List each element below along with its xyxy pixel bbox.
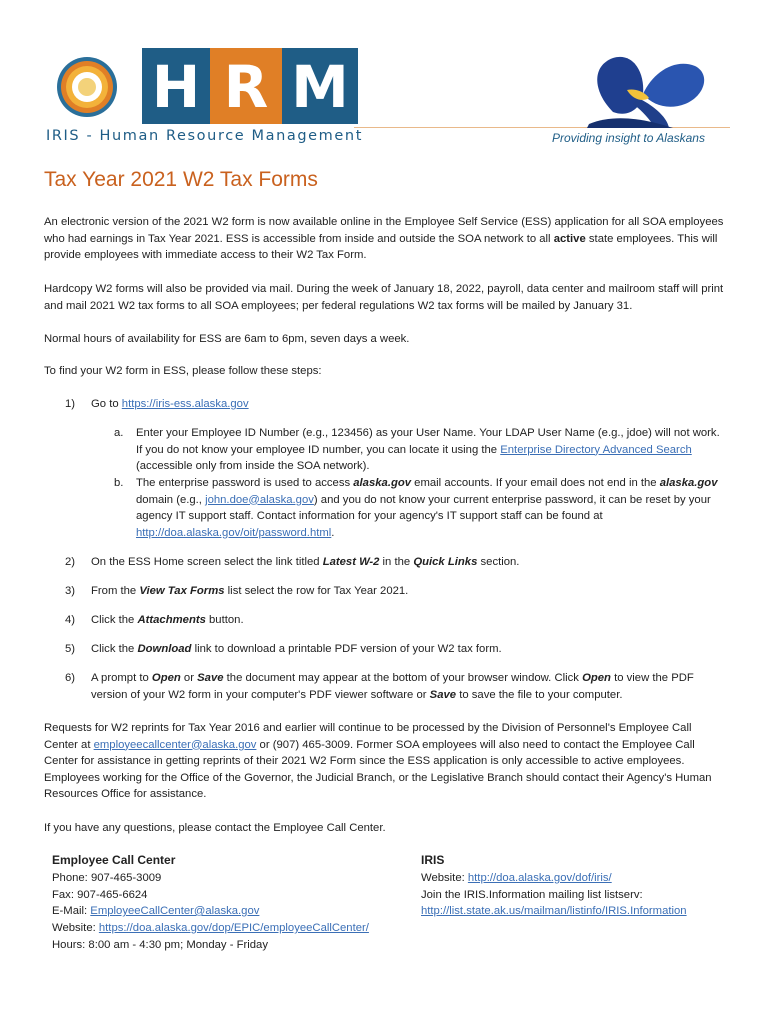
step-1b-text-4: ) and you do not know your current enterprise password, it can be reset by your agency IT support staff. Contact information for your agency's IT support staff can be found at xyxy=(136,493,711,522)
ecc-email-link[interactable]: EmployeeCallCenter@alaska.gov xyxy=(90,905,260,917)
questions-paragraph: If you have any questions, please contact the Employee Call Center. xyxy=(44,822,386,834)
intro-text-end: state employees. This will provide employees with immediate access to their W2 Tax Form. xyxy=(44,232,718,261)
ecc-email-label: E-Mail: xyxy=(52,905,91,917)
ecc-phone: Phone: 907-465-3009 xyxy=(52,872,162,884)
step-1b-text-3: domain (e.g., xyxy=(136,493,206,506)
enterprise-directory-link[interactable]: Enterprise Directory Advanced Search xyxy=(500,443,692,456)
step-1a-text: Enter your Employee ID Number (e.g., 123456) as your User Name. Your LDAP User Name (e.g., jdoe) will not work. If you do not know your employee ID number, you can locate it using the xyxy=(136,427,720,456)
hrm-logo xyxy=(42,48,364,148)
reprints-paragraph xyxy=(44,720,719,803)
logo-m-tile xyxy=(282,48,358,124)
steps-intro: To find your W2 form in ESS, please follow these steps: xyxy=(44,365,322,377)
step-2 xyxy=(91,554,731,571)
ess-link[interactable]: https://iris-ess.alaska.gov xyxy=(121,398,249,410)
download-emphasis: Download xyxy=(137,643,192,655)
step-6-text-5: to save the file to your computer. xyxy=(456,688,623,701)
step-4-text: Click the xyxy=(91,614,138,626)
step-3-text-2: list select the row for Tax Year 2021. xyxy=(224,585,409,597)
step-4-text-2: button. xyxy=(205,614,244,626)
ecc-website-link[interactable]: https://doa.alaska.gov/dop/EPIC/employeeCallCenter/ xyxy=(98,922,369,934)
intro-paragraph xyxy=(44,214,734,264)
step-1b-text-2: email accounts. If your email does not end in the xyxy=(411,477,660,489)
iris-listserv-link-text[interactable]: http://list.state.ak.us/mailman/listinfo/IRIS.Information xyxy=(421,905,687,917)
ecc-hours: Hours: 8:00 am - 4:30 pm; Monday - Friday xyxy=(52,939,268,951)
ecc-website-label: Website: xyxy=(52,922,99,934)
attachments-emphasis: Attachments xyxy=(137,614,206,626)
save-emphasis: Save xyxy=(197,672,224,684)
iris-website-label: Website: xyxy=(421,872,468,884)
step-1-text: Go to xyxy=(91,398,122,410)
latest-w2-emphasis: Latest W-2 xyxy=(322,556,380,568)
logo-h-tile xyxy=(142,48,210,124)
step-4 xyxy=(91,612,731,629)
employee-call-center-email-link[interactable]: employeecallcenter@alaska.gov xyxy=(93,738,257,751)
step-1a-letter: a. xyxy=(114,427,124,439)
step-5-number: 5) xyxy=(65,643,76,655)
iris-website-link[interactable]: http://doa.alaska.gov/dof/iris/ xyxy=(467,872,612,884)
step-5 xyxy=(91,641,731,658)
iris-join-text: Join the IRIS.Information mailing list listserv: xyxy=(421,889,643,901)
step-6-text-2: or xyxy=(180,672,198,684)
logo-o-tile xyxy=(42,48,142,124)
step-5-text-2: link to download a printable PDF version of your W2 tax form. xyxy=(191,643,502,655)
intro-text: An electronic version of the 2021 W2 form is now available online in the Employee Self Service (ESS) application for all SOA employees who had earnings in Tax Year 2021. ESS is accessible from inside and outside the SOA network to all xyxy=(44,216,724,245)
step-2-number: 2) xyxy=(65,556,76,568)
reprints-text-2: or (907) 465-3009. Former SOA employees will also need to contact the Employee Call Center for assistance in getting reprints of their 2021 W2 Form since the ESS application is only accessible to active employees. Employees working for the Office of the Governor, the Judicial Branch, or the Legislative Branch should contact their Agency's Human Resources Office for assistance. xyxy=(44,738,712,800)
ecc-email-line xyxy=(52,903,259,920)
step-5-text: Click the xyxy=(91,643,138,655)
step-3-number: 3) xyxy=(65,585,76,597)
save-emphasis-2: Save xyxy=(429,688,457,701)
step-3-text: From the xyxy=(91,585,140,597)
logo-o-icon xyxy=(54,54,120,120)
view-tax-forms-emphasis: View Tax Forms xyxy=(139,585,225,597)
quick-links-emphasis: Quick Links xyxy=(413,556,478,568)
step-6-text: A prompt to xyxy=(91,672,152,684)
reprints-text: Requests for W2 reprints for Tax Year 2016 and earlier will continue to be processed by the Division of Personnel's Employee Call Center at xyxy=(44,722,692,751)
step-6-text-4: to view the PDF version of your W2 form in your computer's PDF viewer software or xyxy=(91,672,694,701)
logo-letter-m: M xyxy=(291,53,349,121)
password-link[interactable]: http://doa.alaska.gov/oit/password.html xyxy=(136,526,332,539)
active-emphasis: active xyxy=(553,232,586,245)
step-2-text: On the ESS Home screen select the link titled xyxy=(91,556,323,568)
ecc-fax: Fax: 907-465-6624 xyxy=(52,889,148,901)
tagline: Providing insight to Alaskans xyxy=(552,131,705,145)
logo-caption: IRIS - Human Resource Management xyxy=(46,128,364,144)
ecc-website-line xyxy=(52,920,369,937)
open-emphasis-2: Open xyxy=(582,672,611,684)
step-1a xyxy=(136,425,726,475)
iris-listserv-link[interactable] xyxy=(421,903,687,920)
step-2-text-2: in the xyxy=(379,556,414,568)
step-6-number: 6) xyxy=(65,672,76,684)
step-3 xyxy=(91,583,731,600)
page-title: Tax Year 2021 W2 Tax Forms xyxy=(44,168,318,191)
logo-letter-r: R xyxy=(223,53,269,121)
iris-website-line xyxy=(421,870,612,887)
hardcopy-paragraph: Hardcopy W2 forms will also be provided via mail. During the week of January 18, 2022, payroll, data center and mailroom staff will print and mail 2021 W2 tax forms to all SOA employees; per federal regulations W2 tax forms will be mailed by January 31. xyxy=(44,283,724,312)
open-emphasis: Open xyxy=(151,672,181,684)
iris-heading: IRIS xyxy=(421,853,445,867)
logo-letter-h: H xyxy=(151,53,201,121)
step-1-number: 1) xyxy=(65,398,76,410)
example-email-link[interactable]: john.doe@alaska.gov xyxy=(205,493,314,506)
step-6 xyxy=(91,670,721,703)
step-1b-letter: b. xyxy=(114,477,124,489)
step-6-text-3: the document may appear at the bottom of your browser window. Click xyxy=(223,672,583,684)
step-1b-text-5: . xyxy=(331,526,335,539)
alaska-gov-emphasis-2: alaska.gov xyxy=(659,477,718,489)
ecc-heading: Employee Call Center xyxy=(52,853,176,867)
step-1b-text: The enterprise password is used to access xyxy=(136,477,354,489)
step-2-text-3: section. xyxy=(477,556,520,568)
step-1b xyxy=(136,475,726,541)
hours-paragraph: Normal hours of availability for ESS are 6am to 6pm, seven days a week. xyxy=(44,333,410,345)
step-4-number: 4) xyxy=(65,614,76,626)
alaska-gov-emphasis: alaska.gov xyxy=(353,477,412,489)
logo-r-tile xyxy=(210,48,282,124)
step-1 xyxy=(91,396,731,413)
iris-flower-icon xyxy=(583,52,715,130)
step-1a-text-end: (accessible only from inside the SOA network). xyxy=(136,460,370,472)
